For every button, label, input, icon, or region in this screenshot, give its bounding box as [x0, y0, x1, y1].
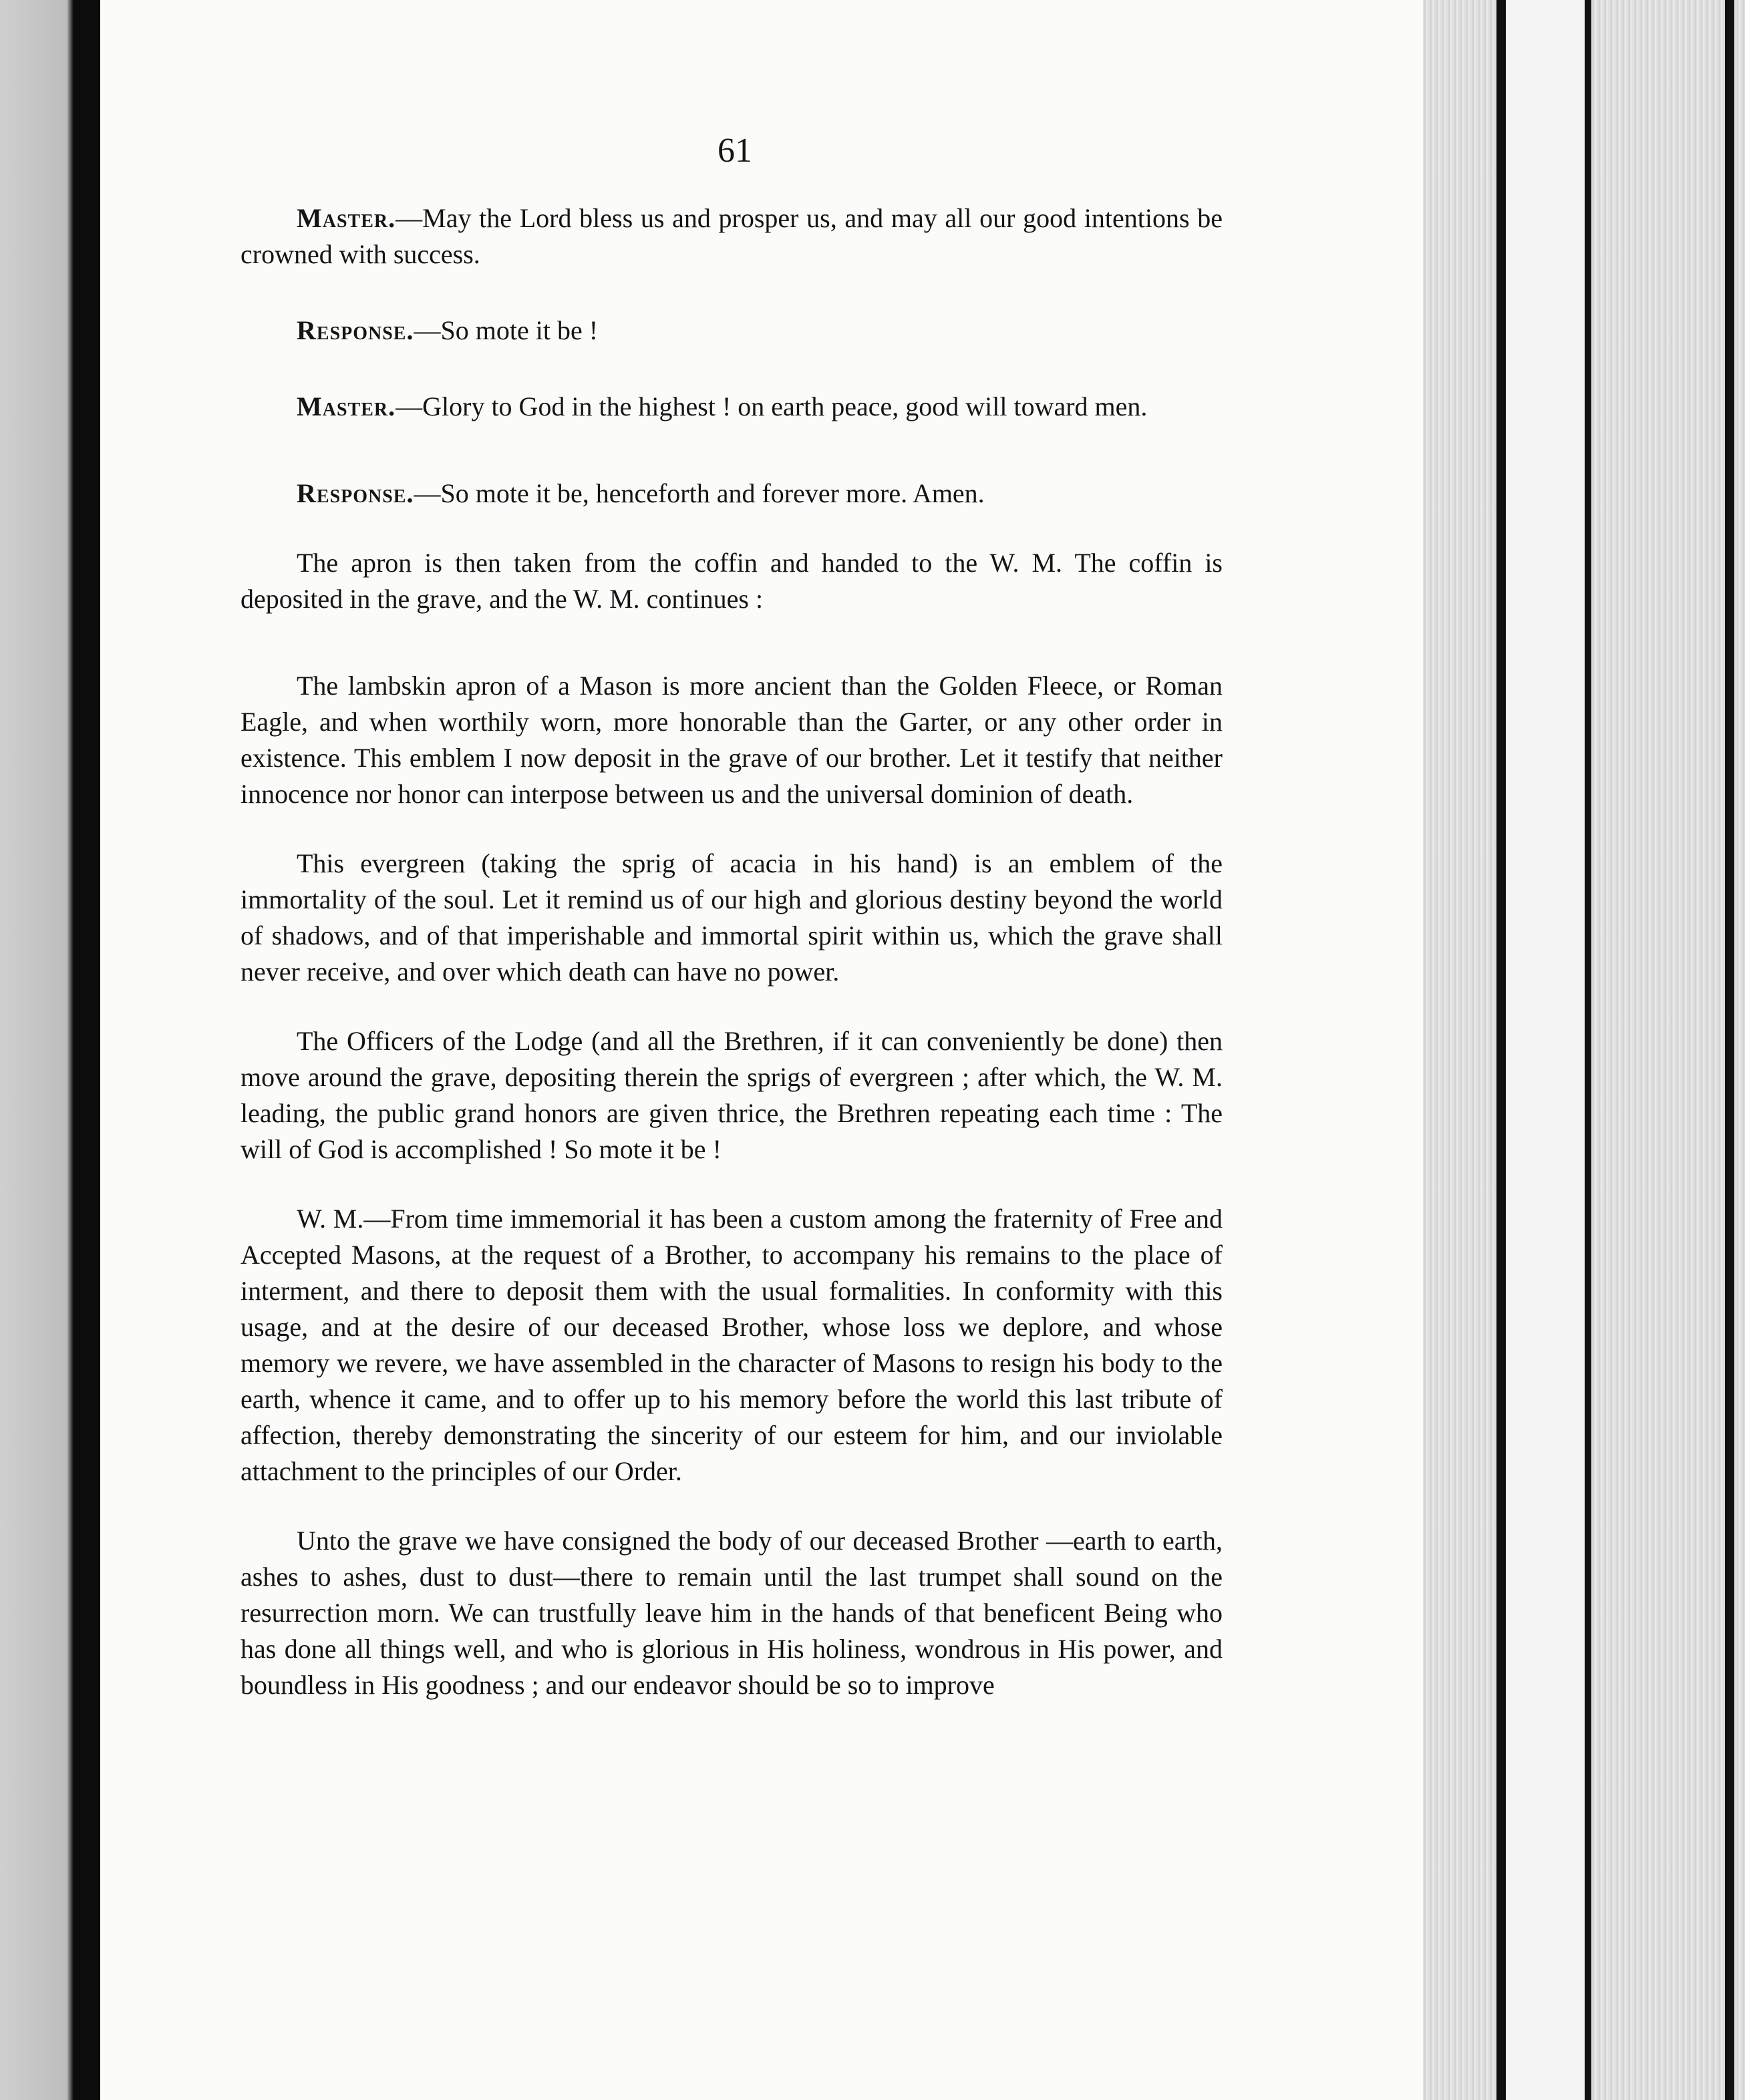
- paragraph-text: The Officers of the Lodge (and all the Brethren, if it can conveniently be done) then move around the grave, depositing therein the sprigs of evergreen ; after which, the W. M. leading, the public grand honors are given thrice, the Brethren repeating each time : The will of God is accomplished ! So mote it be !: [241, 1026, 1223, 1164]
- paragraph-text: W. M.—From time immemorial it has been a custom among the fraternity of Free and Accepted Masons, at the request of a Brother, to accompany his remains to the place of interment, and there to deposit them with the usual formalities. In conformity with this usage, and at the desire of our deceased Brother, whose loss we deplore, and whose memory we revere, we have assembled in the character of Masons to resign his body to the earth, whence it came, and to offer up to his memory before the world this last tribute of affection, thereby demonstrating the sincerity of our esteem for him, and our inviolable attachment to the principles of our Order.: [241, 1204, 1223, 1486]
- paragraph-master-2: [241, 389, 1223, 425]
- paragraph-master-1: [241, 200, 1223, 273]
- paragraph-response-1: [241, 313, 1223, 349]
- paragraph-response-2: [241, 476, 1223, 512]
- page-edges: [1423, 0, 1745, 2100]
- paragraph-text: —May the Lord bless us and prosper us, and may all our good intentions be crowned with success.: [241, 203, 1223, 269]
- paragraph-text: This evergreen (taking the sprig of acacia in his hand) is an emblem of the immortality of the soul. Let it remind us of our high and glorious destiny beyond the world of shadows, and of that imperishable and immortal spirit within us, which the grave shall never receive, and over which death can have no power.: [241, 848, 1223, 987]
- speaker-label: Response.: [297, 478, 414, 508]
- page-edge-shadow: [1496, 0, 1506, 2100]
- paragraph-rubric-apron: [241, 545, 1223, 617]
- paragraph-text: —Glory to God in the highest ! on earth peace, good will toward men.: [395, 391, 1148, 421]
- book-binding-shadow: [0, 0, 100, 2100]
- page-edge-shadow: [1585, 0, 1591, 2100]
- paragraph-text: —So mote it be !: [414, 315, 599, 345]
- body-text: [241, 200, 1223, 1703]
- speaker-label: Master.: [297, 391, 396, 421]
- paragraph-text: The apron is then taken from the coffin and handed to the W. M. The coffin is deposited in the grave, and the W. M. continues :: [241, 548, 1223, 614]
- paragraph-text: —So mote it be, henceforth and forever more. Amen.: [414, 478, 985, 508]
- speaker-label: Master.: [297, 203, 396, 233]
- paragraph-text: Unto the grave we have consigned the body of our deceased Brother —earth to earth, ashes to ashes, dust to dust—there to remain until the last trumpet shall sound on the resurrection morn. We can trustfully leave him in the hands of that beneficent Being who has done all things well, and who is glorious in His holiness, wondrous in His power, and boundless in His goodness ; and our endeavor should be so to improve: [241, 1526, 1223, 1700]
- paragraph-rubric-officers: [241, 1023, 1223, 1168]
- speaker-label: Response.: [297, 315, 414, 345]
- paragraph-text: The lambskin apron of a Mason is more ancient than the Golden Fleece, or Roman Eagle, and when worthily worn, more honorable than the Garter, or any other order in existence. This emblem I now deposit in the grave of our brother. Let it testify that neither innocence nor honor can interpose between us and the universal dominion of death.: [241, 671, 1223, 809]
- paragraph-committal: [241, 1523, 1223, 1703]
- paragraph-evergreen: [241, 846, 1223, 990]
- page-edge-leaf: [1506, 0, 1585, 2100]
- page-number: 61: [718, 132, 752, 170]
- paragraph-lambskin: [241, 668, 1223, 812]
- paragraph-wm-address: [241, 1201, 1223, 1490]
- page-edge-shadow: [1725, 0, 1734, 2100]
